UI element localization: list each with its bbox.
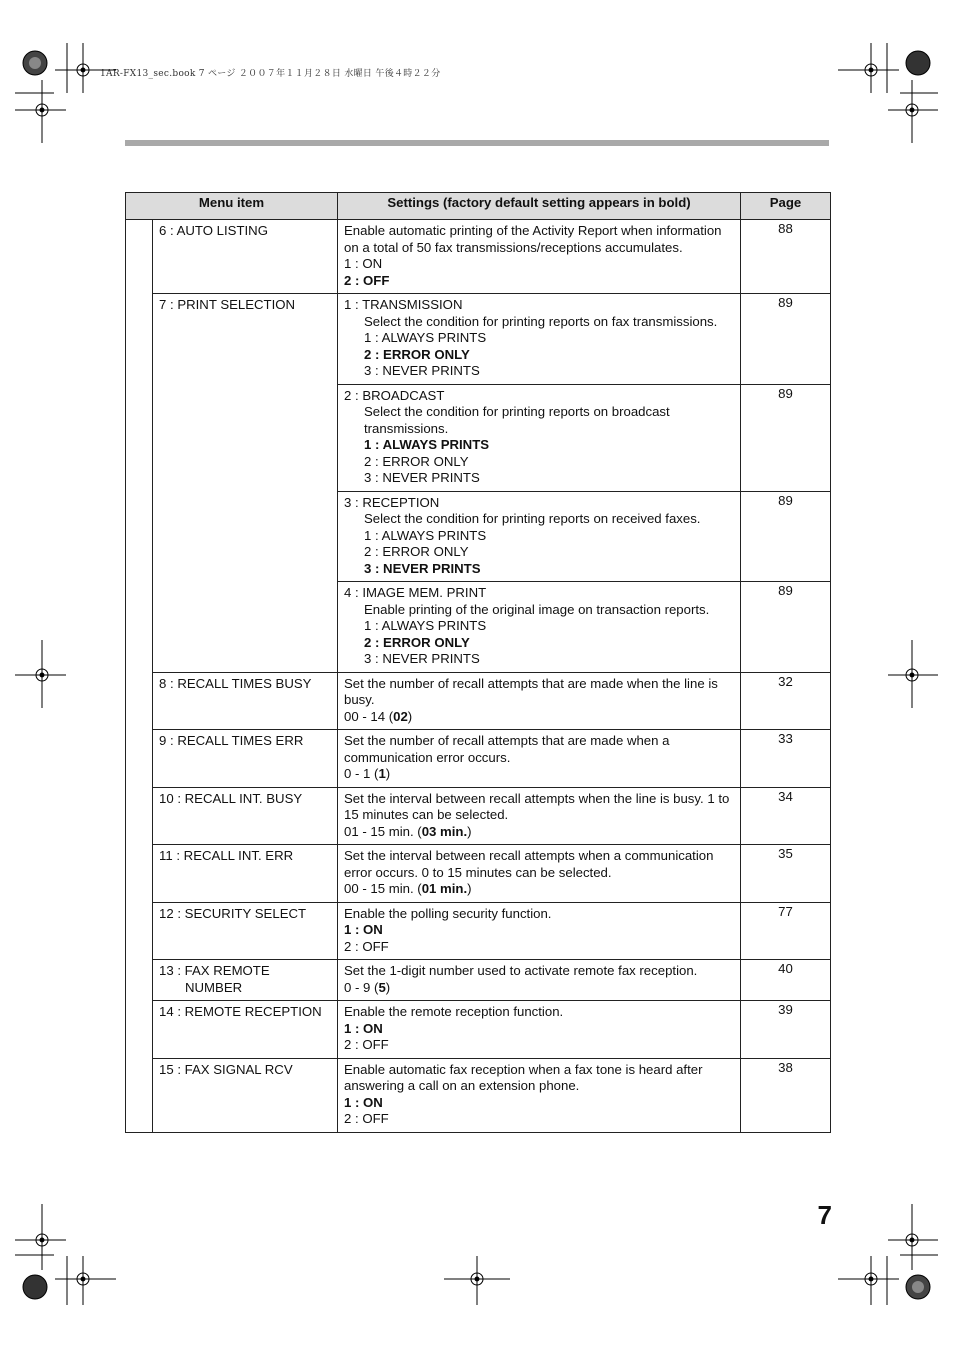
menu-item-cell: 7 : PRINT SELECTION [153,294,338,673]
setting-cell: 2 : BROADCAST Select the condition for printing reports on broadcast transmissions. 1 : ALWAYS PRINTS 2 : ERROR ONLY 3 : NEVER PRINTS [338,384,741,491]
header-page: Page [741,193,831,220]
page-cell: 39 [741,1001,831,1059]
setting-cell: Set the interval between recall attempts when the line is busy. 1 to 15 minutes can be selected. 01 - 15 min. (03 min.) [338,787,741,845]
table-row [126,787,831,845]
page-cell: 35 [741,845,831,903]
menu-item-cell: 11 : RECALL INT. ERR [153,845,338,903]
menu-item-cell: 14 : REMOTE RECEPTION [153,1001,338,1059]
menu-item-cell: 9 : RECALL TIMES ERR [153,730,338,788]
page-cell: 89 [741,384,831,491]
table-row [126,730,831,788]
setting-cell: Set the number of recall attempts that are made when the line is busy. 00 - 14 (02) [338,672,741,730]
page-cell: 38 [741,1058,831,1132]
header-menu-item: Menu item [126,193,338,220]
menu-item-cell: 6 : AUTO LISTING [153,220,338,294]
page-cell: 34 [741,787,831,845]
page-cell: 32 [741,672,831,730]
setting-cell: Enable automatic printing of the Activity Report when information on a total of 50 fax transmissions/receptions accumulates. 1 : ON 2 : OFF [338,220,741,294]
header-rule [125,140,829,146]
print-header: 1AR-FX13_sec.book 7 ページ ２００７年１１月２８日 水曜日 午後４時２２分 [100,69,441,79]
page-cell: 89 [741,294,831,385]
setting-cell: 3 : RECEPTION Select the condition for printing reports on received faxes. 1 : ALWAYS PRINTS 2 : ERROR ONLY 3 : NEVER PRINTS [338,491,741,582]
setting-cell: Set the 1-digit number used to activate remote fax reception. 0 - 9 (5) [338,960,741,1001]
setting-cell: 1 : TRANSMISSION Select the condition for printing reports on fax transmissions. 1 : ALWAYS PRINTS 2 : ERROR ONLY 3 : NEVER PRINTS [338,294,741,385]
menu-item-cell: 12 : SECURITY SELECT [153,902,338,960]
table-row [126,845,831,903]
menu-item-cell: 10 : RECALL INT. BUSY [153,787,338,845]
table-row [126,672,831,730]
group-indent-cell [126,220,153,1133]
setting-cell: Enable automatic fax reception when a fax tone is heard after answering a call on an extension phone. 1 : ON 2 : OFF [338,1058,741,1132]
setting-cell: Enable the polling security function. 1 : ON 2 : OFF [338,902,741,960]
page-cell: 33 [741,730,831,788]
table-row [126,960,831,1001]
page-cell: 89 [741,491,831,582]
table-row [126,294,831,385]
page-number: 7 [817,1200,832,1230]
setting-cell: Set the interval between recall attempts when a communication error occurs. 0 to 15 minutes can be selected. 00 - 15 min. (01 min.) [338,845,741,903]
header-settings: Settings (factory default setting appears in bold) [338,193,741,220]
setting-cell: 4 : IMAGE MEM. PRINT Enable printing of the original image on transaction reports. 1 : ALWAYS PRINTS 2 : ERROR ONLY 3 : NEVER PRINTS [338,582,741,673]
table-row [126,902,831,960]
table-header-row [126,193,831,220]
setting-cell: Set the number of recall attempts that are made when a communication error occurs. 0 - 1 (1) [338,730,741,788]
settings-table [125,192,831,1133]
page-cell: 89 [741,582,831,673]
table-row [126,220,831,294]
page-cell: 88 [741,220,831,294]
setting-cell: Enable the remote reception function. 1 : ON 2 : OFF [338,1001,741,1059]
page-cell: 77 [741,902,831,960]
menu-item-cell: 15 : FAX SIGNAL RCV [153,1058,338,1132]
menu-item-cell: 13 : FAX REMOTE NUMBER [153,960,338,1001]
menu-item-cell: 8 : RECALL TIMES BUSY [153,672,338,730]
table-row [126,1058,831,1132]
page-cell: 40 [741,960,831,1001]
table-row [126,1001,831,1059]
